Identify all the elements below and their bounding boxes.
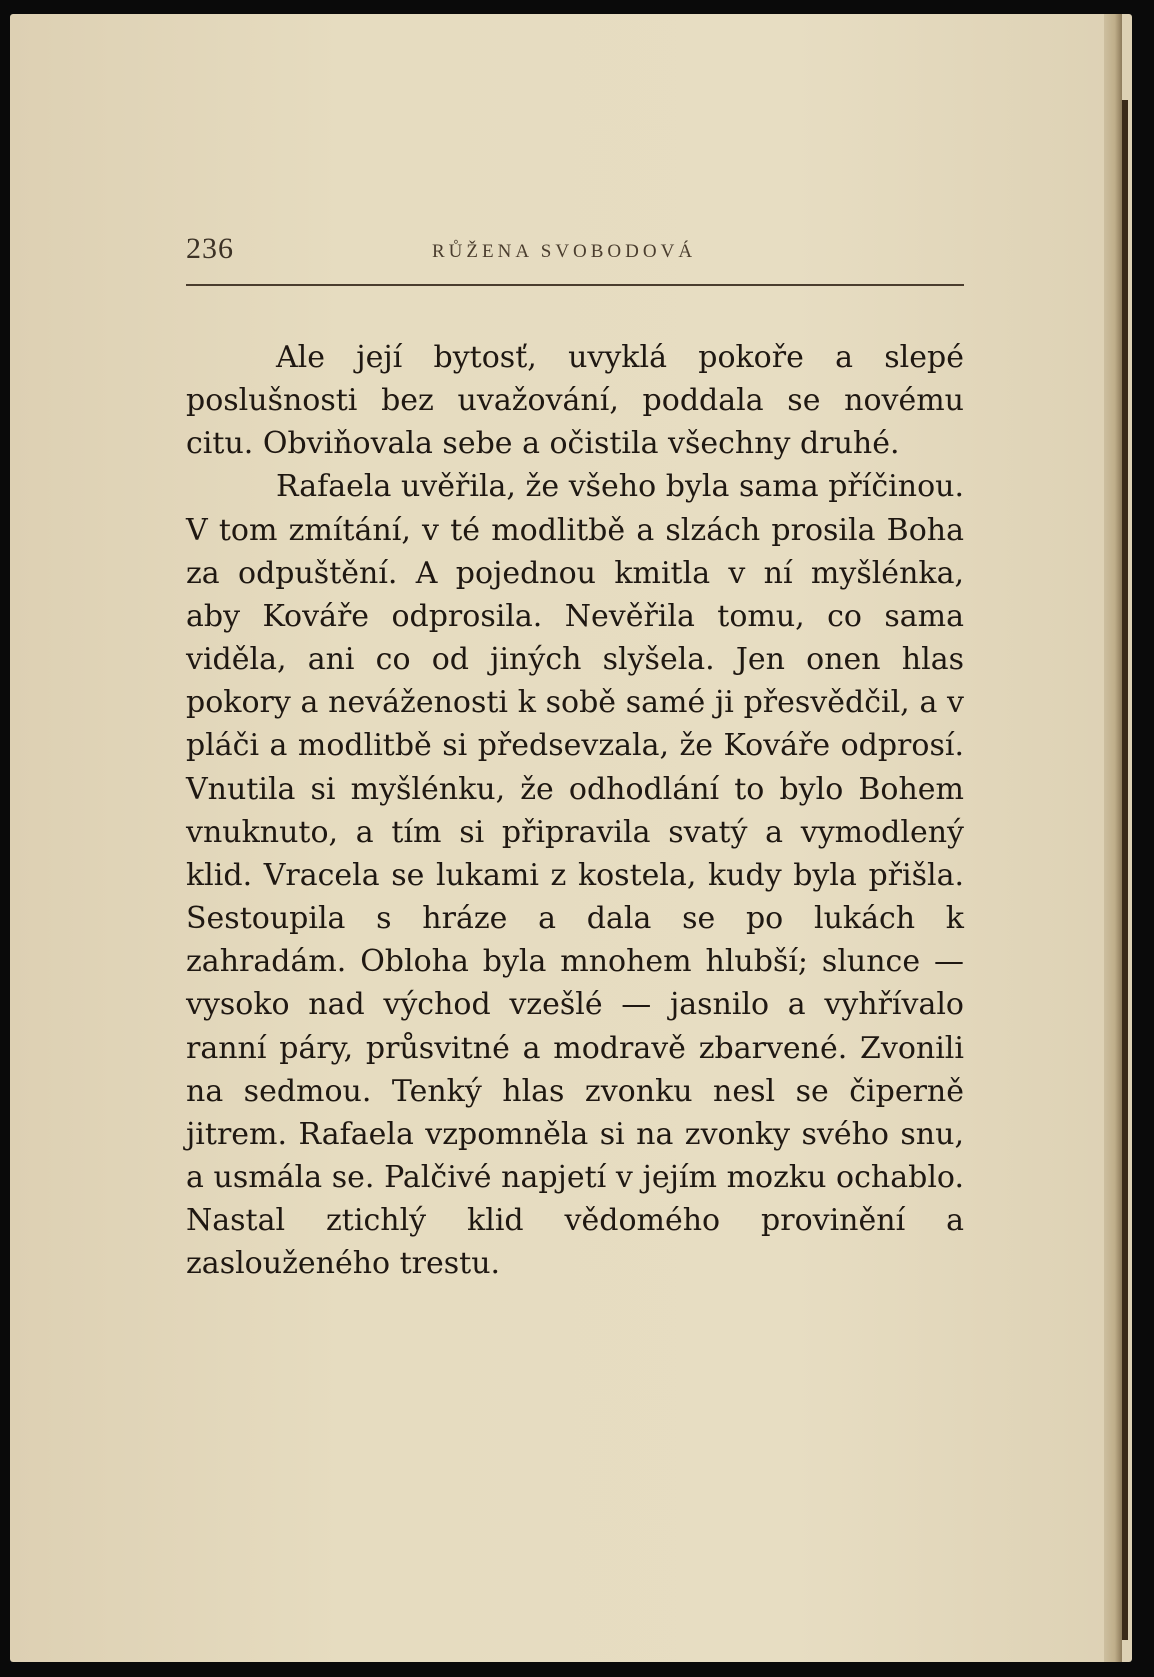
- page-number: 236: [186, 232, 234, 265]
- running-title: RŮŽENA SVOBODOVÁ: [432, 241, 697, 262]
- paragraph-1: Ale její bytosť, uvyklá pokoře a slepé poslušnosti bez uvažování, poddala se novému citu. Obviňovala sebe a očistila všechny druhé.: [186, 340, 964, 462]
- page-spine-shadow: [1104, 14, 1122, 1662]
- page-header: [186, 232, 964, 276]
- page-edge: [1122, 100, 1128, 1640]
- header-rule: [186, 284, 964, 286]
- paragraph-2: Rafaela uvěřila, že všeho byla sama příčinou. V tom zmítání, v té modlitbě a slzách prosila Boha za odpuštění. A pojednou kmitla v ní myšlénka, aby Kováře odprosila. Nevěřila tomu, co sama viděla, ani co od jiných slyšela. Jen onen hlas pokory a neváženosti k sobě samé ji přesvědčil, a v pláči a modlitbě si předsevzala, že Kováře odprosí. Vnutila si myšlénku, že odhodlání to bylo Bohem vnuknuto, a tím si připravila svatý a vymodlený klid. Vracela se lukami z kostela, kudy byla přišla. Sestoupila s hráze a dala se po lukách k zahradám. Obloha byla mnohem hlubší; slunce — vysoko nad východ vzešlé — jasnilo a vyhřívalo ranní páry, průsvitné a modravě zbarvené. Zvonili na sedmou. Tenký hlas zvonku nesl se čiperně jitrem. Rafaela vzpomněla si na zvonky svého snu, a usmála se. Palčivé napjetí v jejím mozku ochablo. Nastal ztichlý klid vědomého provinění a zaslouženého trestu.: [186, 469, 964, 1282]
- body-text: [186, 336, 964, 1285]
